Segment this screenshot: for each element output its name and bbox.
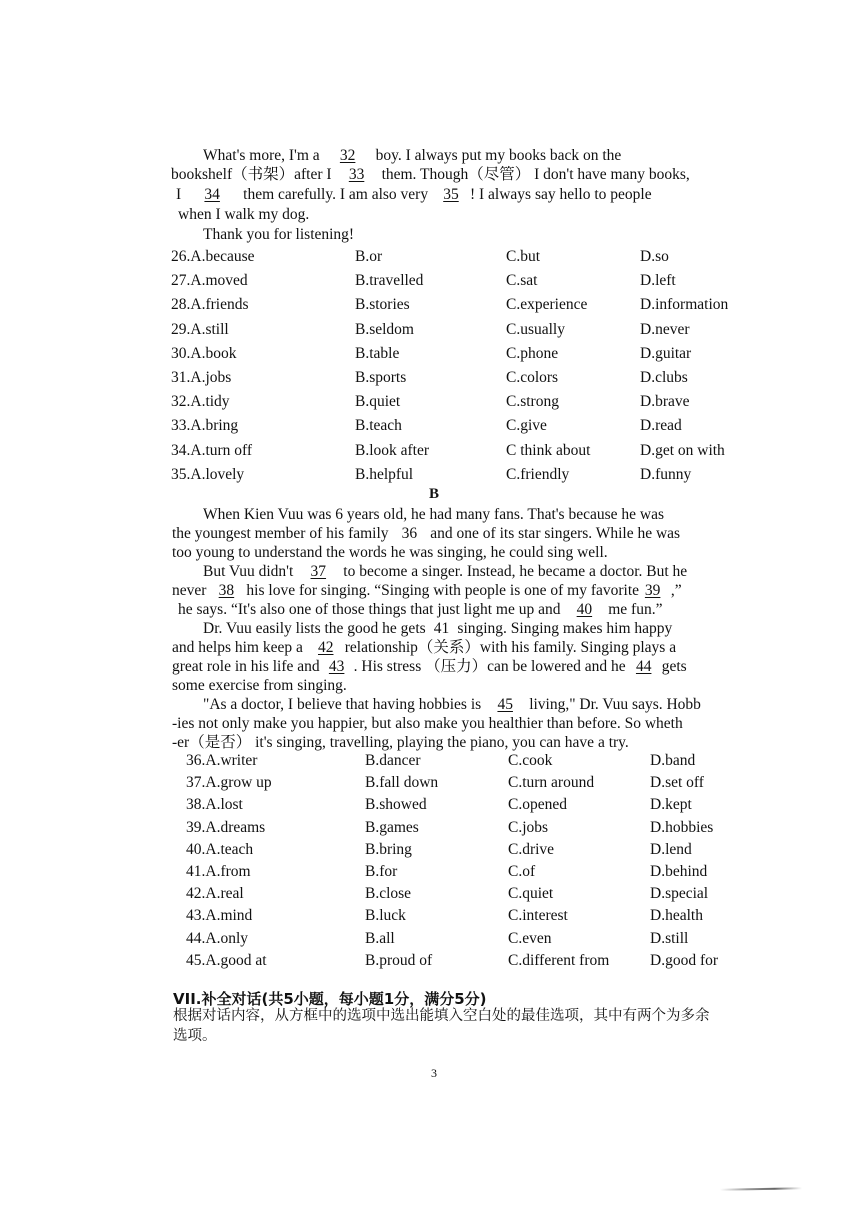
blank-34: 34 [204,186,220,203]
option-d: D.left [640,272,676,290]
option-b: B.showed [365,796,427,814]
option-b: B.proud of [365,951,433,969]
option-c: C.turn around [508,774,595,792]
option-d: D.funny [640,465,692,483]
option-c: C.friendly [506,465,570,483]
section-vii-instruction-1: 根据对话内容，从方框中的选项中选出能填入空白处的最佳选项，其中有两个为多余 [173,1008,710,1024]
passage-a-line-5: Thank you for listening! [203,226,355,243]
passage-b-p4-l1: "As a doctor, I believe that having hobbies is 45 living," Dr. Vuu says. Hobb [203,696,701,713]
option-d: D.hobbies [650,818,714,836]
option-c: C.quiet [508,885,554,903]
option-a: 35.A.lovely [171,465,245,483]
blank-35: 35 [443,186,459,203]
blank-39: 39 [644,582,661,599]
option-b: B.fall down [365,774,439,792]
scan-artifact [720,1187,802,1190]
passage-b-p3-l4: some exercise from singing. [172,677,347,694]
option-b: B.teach [355,417,402,435]
blank-38: 38 [218,582,235,599]
option-b: B.or [355,248,383,265]
option-b: B.bring [365,840,412,858]
option-c: C.cook [508,752,553,769]
option-a: 40.A.teach [186,840,254,858]
option-b: B.games [365,818,419,836]
option-b: B.quiet [355,393,401,411]
option-b: B.close [365,885,412,903]
option-a: 44.A.only [186,929,248,947]
option-a: 33.A.bring [171,417,239,435]
passage-a-line-4: when I walk my dog. [178,206,310,223]
option-a: 39.A.dreams [186,818,266,836]
option-d: D.brave [640,393,690,411]
option-b: B.travelled [355,272,424,290]
option-a: 42.A.real [186,885,244,903]
option-d: D.health [650,907,703,925]
blank-32: 32 [339,147,356,164]
page-number: 3 [431,1066,437,1080]
option-a: 27.A.moved [171,272,248,290]
option-b: B.look after [355,441,430,459]
option-b: B.seldom [355,320,414,338]
option-a: 26.A.because [171,248,255,265]
option-b: B.stories [355,296,410,314]
option-b: B.for [365,863,398,880]
option-c: C.jobs [508,818,549,836]
option-d: D.guitar [640,344,692,362]
option-a: 34.A.turn off [171,441,253,459]
passage-b-p2-l2: never 38 his love for singing. “Singing with people is one of my favorite 39 ,” [172,582,682,599]
blank-37: 37 [310,563,327,580]
option-c: C.give [506,417,547,435]
blank-45: 45 [497,696,513,713]
section-b-label: B [428,486,439,502]
option-d: D.information [640,296,729,314]
passage-a-line-1: What's more, I'm a 32 boy. I always put my books back on the [203,147,622,164]
passage-b-p3-l2: and helps him keep a 42 relationship（关系）with his family. Singing plays a [172,639,677,656]
option-c: C.opened [508,796,567,814]
option-c: C.drive [508,840,555,858]
option-c: C think about [506,441,591,459]
option-c: C.of [508,863,536,880]
section-vii-instruction-2: 选项。 [173,1028,217,1044]
option-b: B.dancer [365,752,421,769]
option-c: C.sat [506,272,538,290]
option-b: B.luck [365,907,406,925]
option-b: B.sports [355,369,407,386]
option-c: C.phone [506,344,559,362]
option-b: B.table [355,344,400,362]
passage-b-p4-l3: -er（是否） it's singing, travelling, playing the piano, you can have a try. [172,734,629,751]
option-c: C.experience [506,296,588,314]
passage-b-p1-l1: When Kien Vuu was 6 years old, he had many fans. That's because he was [203,506,664,523]
option-d: D.so [640,248,669,265]
option-d: D.set off [650,774,704,792]
option-c: C.even [508,929,552,947]
option-d: D.special [650,885,709,903]
option-a: 37.A.grow up [186,774,272,792]
option-a: 36.A.writer [186,752,258,769]
option-d: D.clubs [640,369,688,386]
passage-a-line-2: bookshelf（书架）after I 33 them. Though（尽管） I don't have many books, [171,166,690,183]
option-d: D.good for [650,951,719,969]
passage-b-p3-l3: great role in his life and 43 . His stress （压力）can be lowered and he 44 gets [172,658,687,675]
option-a: 43.A.mind [186,907,253,925]
blank-33: 33 [348,166,365,183]
passage-b-p2-l1: But Vuu didn't 37 to become a singer. Instead, he became a doctor. But he [203,563,688,580]
blank-44: 44 [635,658,652,675]
option-c: C.interest [508,907,568,925]
option-d: D.read [640,417,682,435]
blank-42: 42 [317,639,334,656]
blank-36: 36 [401,525,418,542]
blank-43: 43 [328,658,345,675]
blank-40: 40 [576,601,593,618]
passage-b-p1-l3: too young to understand the words he was singing, he could sing well. [172,544,608,561]
passage-b-p2-l3: he says. “It's also one of those things that just light me up and 40 me fun.” [178,601,663,618]
passage-b-p4-l2: -ies not only make you happier, but also make you healthier than before. So wheth [172,715,683,732]
option-d: D.still [650,929,689,947]
option-a: 28.A.friends [171,296,249,314]
option-a: 41.A.from [186,863,251,880]
option-a: 32.A.tidy [171,393,230,411]
passage-b-p1-l2: the youngest member of his family 36 and one of its star singers. While he was [172,525,681,542]
option-a: 29.A.still [171,320,229,338]
option-c: C.strong [506,393,559,411]
option-c: C.but [506,248,541,265]
option-c: C.colors [506,369,559,386]
option-a: 30.A.book [171,344,237,362]
blank-41: 41 [433,620,450,637]
option-c: C.usually [506,320,565,338]
option-a: 38.A.lost [186,796,243,814]
option-d: D.kept [650,796,692,814]
passage-a-line-3: I 34 them carefully. I am also very 35 ! I always say hello to people [176,186,652,203]
option-b: B.all [365,929,395,947]
option-a: 31.A.jobs [171,369,232,386]
option-d: D.lend [650,840,692,858]
option-b: B.helpful [355,465,414,483]
option-d: D.behind [650,863,708,880]
option-c: C.different from [508,951,610,969]
passage-b-p3-l1: Dr. Vuu easily lists the good he gets 41 singing. Singing makes him happy [203,620,673,637]
option-d: D.get on with [640,441,725,459]
section-vii-heading: VII.补全对话(共5小题，每小题1分，满分5分) [173,990,487,1008]
option-a: 45.A.good at [186,951,267,969]
option-d: D.band [650,752,696,769]
option-d: D.never [640,320,690,338]
